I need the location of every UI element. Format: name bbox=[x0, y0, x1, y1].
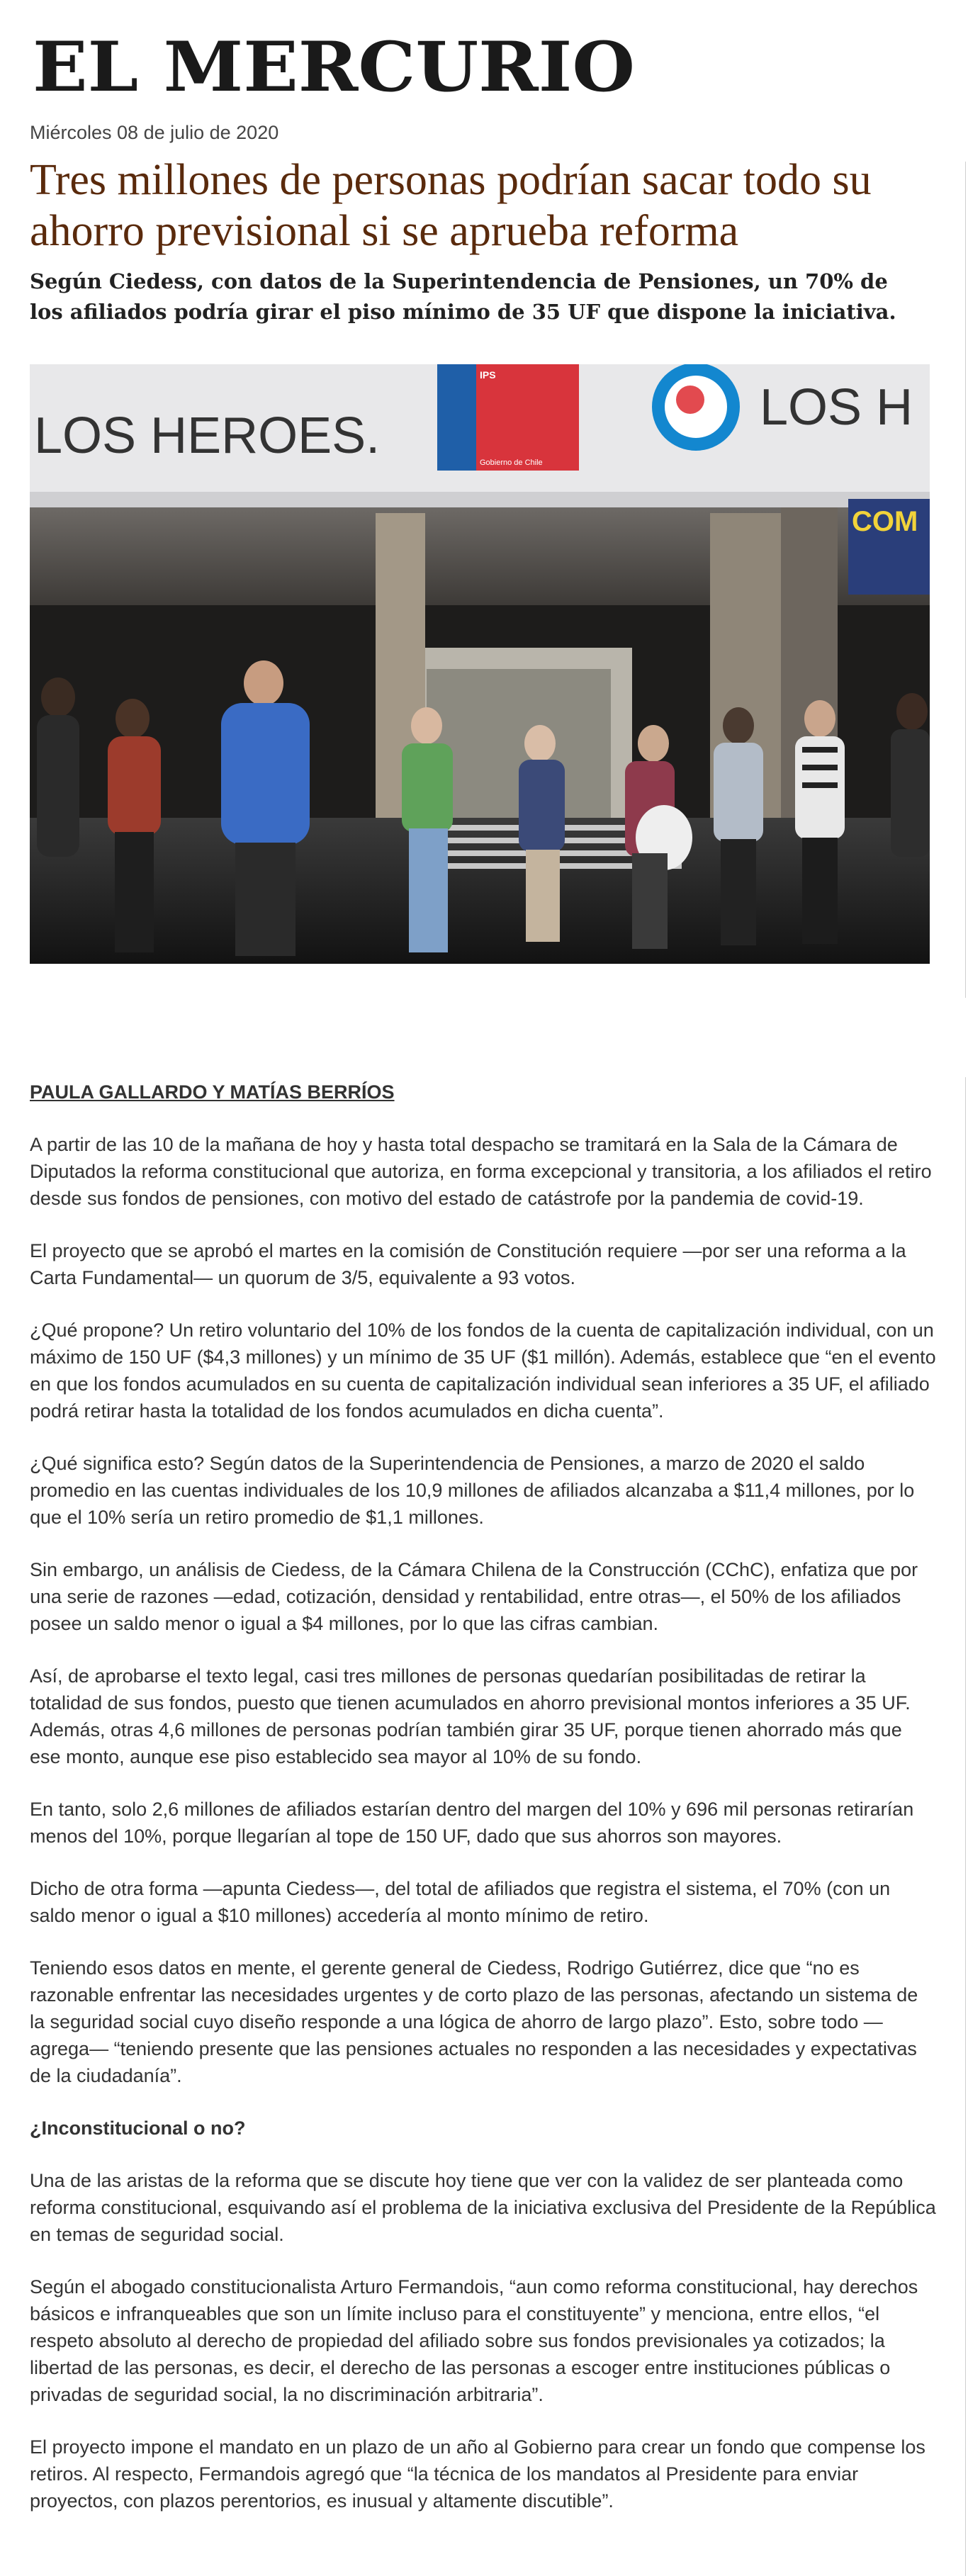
column-divider-top bbox=[965, 162, 966, 998]
article-paragraph: Según el abogado constitucionalista Arturo Fermandois, “aun como reforma constitucional, hay derechos básicos e infranqueables que son un límite incluso para el constituyente” y menciona, entre ellos, “el respeto absoluto al derecho de propiedad del afiliado sobre sus fondos previsionales ya cotizados; la libertad de las personas, es decir, el derecho de las personas a escoger entre instituciones públicas o privadas de seguridad social, la no discriminación arbitraria”. bbox=[30, 2276, 918, 2405]
photo-ips-label: IPS bbox=[480, 369, 496, 381]
photo-side-sign-text: COM bbox=[852, 506, 918, 537]
article-section-heading: ¿Inconstitucional o no? bbox=[30, 2117, 246, 2139]
masthead-logo[interactable] bbox=[33, 28, 642, 106]
masthead-logo-graphic bbox=[33, 28, 642, 106]
photo-sign-right: LOS H bbox=[760, 379, 913, 436]
article-date: Miércoles 08 de julio de 2020 bbox=[30, 122, 279, 143]
article-paragraph: Sin embargo, un análisis de Ciedess, de la Cámara Chilena de la Construcción (CChC), enfatiza que por una serie de razones —edad, cotización, densidad y rentabilidad, entre otras—, el 50% de los afiliados posee un saldo menor o igual a $4 millones, por lo que las cifras cambian. bbox=[30, 1559, 918, 1634]
article-paragraph: El proyecto que se aprobó el martes en la comisión de Constitución requiere —por ser una reforma a la Carta Fundamental— un quorum de 3/5, equivalente a 93 votos. bbox=[30, 1240, 906, 1288]
article-paragraph: Teniendo esos datos en mente, el gerente general de Ciedess, Rodrigo Gutiérrez, dice que “no es razonable enfrentar las necesidades urgentes y de corto plazo de las personas, afectando un sistema de la seguridad social cuyo diseño responde a una lógica de ahorro de largo plazo”. Esto, sobre todo —agrega— “teniendo presente que las pensiones actuales no responden a las necesidades y expectativas de la ciudadanía”. bbox=[30, 1957, 918, 2086]
article-paragraph: Así, de aprobarse el texto legal, casi tres millones de personas quedarían posibilitadas de retirar la totalidad de sus fondos, puesto que tienen acumulados en ahorro previsional montos inferiores a 35 UF. Además, otras 4,6 millones de personas podrían también girar 35 UF, porque tienen ahorrado más que ese monto, aunque ese piso establecido sea mayor al 10% de su fondo. bbox=[30, 1665, 911, 1767]
article-paragraph: A partir de las 10 de la mañana de hoy y hasta total despacho se tramitará en la Sala de la Cámara de Diputados la reforma constitucional que autoriza, en forma excepcional y transitoria, a los afiliados el retiro desde sus fondos de pensiones, con motivo del estado de catástrofe por la pandemia de covid-19. bbox=[30, 1134, 932, 1209]
photo-gov-label: Gobierno de Chile bbox=[480, 459, 543, 467]
article-paragraph: ¿Qué significa esto? Según datos de la Superintendencia de Pensiones, a marzo de 2020 el saldo promedio en las cuentas individuales de los 10,9 millones de afiliados alcanzaba a $11,4 millones, por lo que el 10% sería un retiro promedio de $1,1 millones. bbox=[30, 1453, 915, 1528]
article-paragraph: El proyecto impone el mandato en un plazo de un año al Gobierno para crear un fondo que compense los retiros. Al respecto, Fermandois agregó que “la técnica de los mandatos al Presidente para enviar proyectos, con plazos perentorios, es inusual y altamente discutible”. bbox=[30, 2436, 925, 2512]
masthead-logo-text: EL MERCURIO bbox=[33, 28, 636, 106]
article-headline: Tres millones de personas podrían sacar todo su ahorro previsional si se aprueba reforma bbox=[30, 156, 872, 255]
article-paragraph: Una de las aristas de la reforma que se discute hoy tiene que ver con la validez de ser planteada como reforma constitucional, esquivando así el problema de la iniciativa exclusiva del Presidente de la República en temas de seguridad social. bbox=[30, 2170, 936, 2245]
article-paragraph: En tanto, solo 2,6 millones de afiliados estarían dentro del margen del 10% y 696 mil personas retirarían menos del 10%, porque llegarían al tope de 150 UF, dado que sus ahorros son mayores. bbox=[30, 1799, 914, 1847]
article-byline: PAULA GALLARDO Y MATÍAS BERRÍOS bbox=[30, 1081, 395, 1103]
article-photo-illustration bbox=[30, 364, 930, 964]
article-paragraph: Dicho de otra forma —apunta Ciedess—, del total de afiliados que registra el sistema, el 70% (con un saldo menor o igual a $10 millones) accedería al monto mínimo de retiro. bbox=[30, 1878, 891, 1926]
article-paragraph: ¿Qué propone? Un retiro voluntario del 10% de los fondos de la cuenta de capitalización individual, con un máximo de 150 UF ($4,3 millones) y un mínimo de 35 UF ($1 millón). Además, establece que “en el evento en que los fondos acumulados en su cuenta de capitalización individual sean inferiores a 35 UF, el afiliado podrá retirar hasta la totalidad de los fondos acumulados en dicha cuenta”. bbox=[30, 1320, 936, 1422]
photo-sign-left: LOS HEROES. bbox=[34, 407, 381, 464]
article-photo[interactable] bbox=[30, 364, 930, 964]
article-body bbox=[30, 1131, 937, 2540]
column-divider-bottom bbox=[965, 1077, 966, 2576]
article-subheadline: Según Ciedess, con datos de la Superintendencia de Pensiones, un 70% de los afiliados podría girar el piso mínimo de 35 UF que dispone la iniciativa. bbox=[30, 269, 896, 324]
